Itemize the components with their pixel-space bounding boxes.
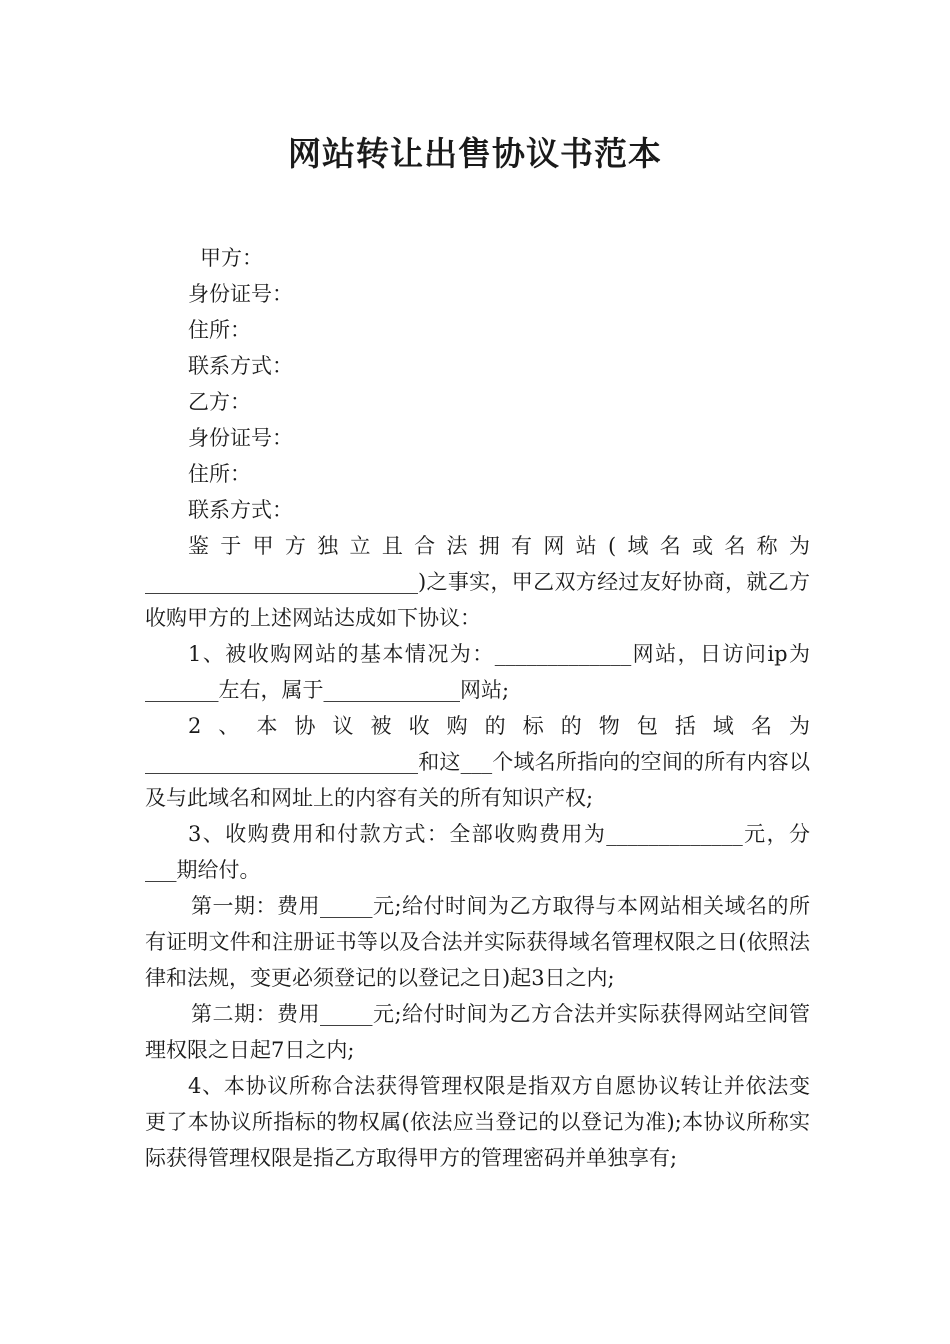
- party-b-contact-label: 联系方式：: [188, 498, 293, 522]
- preamble-paragraph: 鉴于甲方独立且合法拥有网站(域名或名称为__________________________)之事实，甲乙双方经过友好协商，就乙方收购甲方的上述网站达成如下协议：: [145, 534, 810, 630]
- party-a-address-label: 住所：: [188, 318, 251, 342]
- clause-4-paragraph: 4、本协议所称合法获得管理权限是指双方自愿协议转让并依法变更了本协议所指标的物权属(依法应当登记的以登记为准);本协议所称实际获得管理权限是指乙方取得甲方的管理密码并单独享有;: [145, 1074, 810, 1170]
- clause-2-paragraph: 2、本协议被收购的标的物包括域名为__________________________和这___个域名所指向的空间的所有内容以及与此域名和网址上的内容有关的所有知识产权;: [145, 714, 810, 810]
- party-b-id-number-label: 身份证号：: [188, 426, 293, 450]
- party-b-address-label: 住所：: [188, 462, 251, 486]
- payment-phase-2-paragraph: 第二期：费用_____元;给付时间为乙方合法并实际获得网站空间管理权限之日起7日之内;: [145, 1002, 810, 1062]
- clause-3-paragraph: 3、收购费用和付款方式：全部收购费用为_____________元，分___期给付。: [145, 822, 810, 882]
- document-title: 网站转让出售协议书范本: [288, 134, 662, 173]
- party-a-label: 甲方：: [200, 246, 263, 270]
- clause-1-paragraph: 1、被收购网站的基本情况为：_____________网站，日访问ip为_______左右，属于_____________网站;: [145, 642, 810, 702]
- party-b-label: 乙方：: [188, 390, 251, 414]
- payment-phase-1-paragraph: 第一期：费用_____元;给付时间为乙方取得与本网站相关域名的所有证明文件和注册证书等以及合法并实际获得域名管理权限之日(依照法律和法规，变更必须登记的以登记之日)起3日之内;: [145, 894, 810, 990]
- party-a-id-number-label: 身份证号：: [188, 282, 293, 306]
- document-body: [145, 240, 810, 1176]
- party-a-contact-label: 联系方式：: [188, 354, 293, 378]
